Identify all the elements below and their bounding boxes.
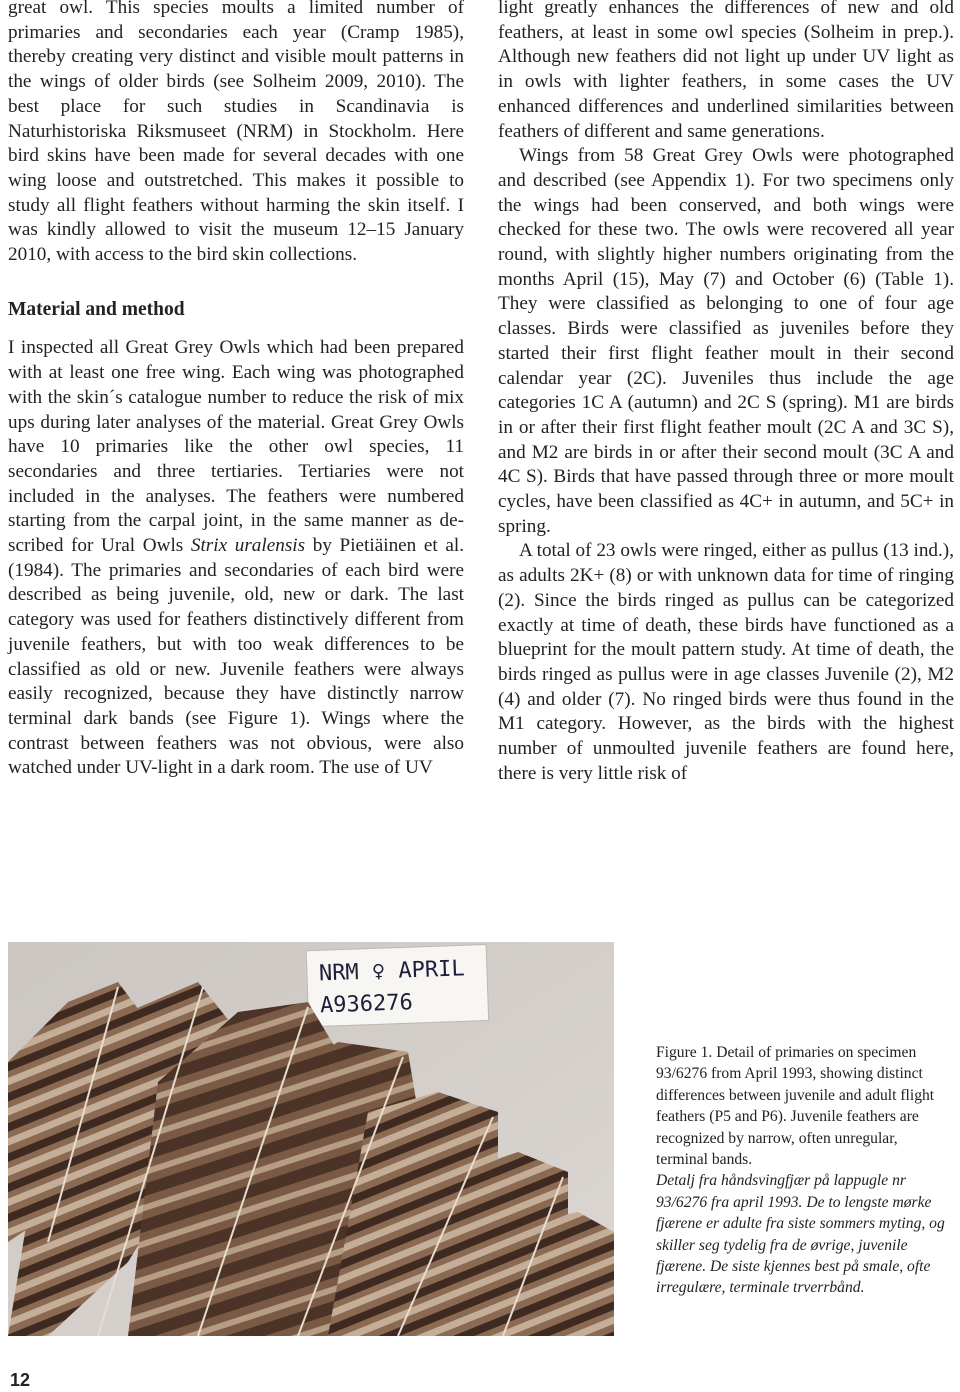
right-text-column <box>498 0 954 787</box>
label-line-2: A936276 <box>319 990 414 1019</box>
figure-caption <box>656 1042 946 1299</box>
wing-feathers-illustration <box>8 942 614 1336</box>
paragraph-ringed-owls: A total of 23 owls were ringed, either as pullus (13 ind.), as adults 2K+ (8) or with unknown data for time of ringing (2). Since the birds ringed as pullus can be categorized exactly at time of death, these birds have functioned as a blueprint for the moult pattern study. At time of death, the birds ringed as pullus were in age classes Juvenile (2), M2 (4) and older (7). No ringed birds were thus found in the M1 category. However, as the birds with the highest number of unmoulted juvenile feathers are found here, there is very little risk of <box>498 540 954 784</box>
page-number: 12 <box>10 1370 31 1390</box>
paragraph-wings-photographed: Wings from 58 Great Grey Owls were photographed and described (see Appendix 1). For two specimens only the wings had been conserved, and both wings were checked for these two. The owls were recovered all year round, with slightly higher numbers originating from the months April (15), May (7) and October (6) (Table 1). They were classified as belonging to one of four age classes. Birds were classified as juveniles before they started their first flight feather moult in their second calendar year (2C). Juveniles thus include the age categories 1C A (autumn) and 2C S (spring). M1 are birds in or after their first flight feather moult (2C A and 3C S), and M2 are birds in or after their second moult (3C A and 4C S). Birds that have passed through three or more moult cycles, have been classified as 4C+ in autumn, and 5C+ in spring. <box>498 145 954 537</box>
figure-wing-photo <box>8 942 614 1336</box>
left-text-column <box>8 0 464 781</box>
paragraph-material-method <box>8 336 464 781</box>
section-heading-material-method: Material and method <box>8 298 185 320</box>
caption-norwegian: Detalj fra håndsvingfjær på lappugle nr 93/6276 fra april 1993. De to lengste mørke fjærene er adulte fra siste sommers myting, og skiller seg tydelig fra de øvrige, juvenile fjærene. De siste kjennes best på smale, ofte irregulære, terminale trverrbånd. <box>656 1172 945 1297</box>
text-run: by Pietiäinen et al. (1984). The primaries and secondaries of each bird were described as being juvenile, old, new or dark. The last category was used for feathers distinctively different from juvenile feathers, but with too weak differences to be classified as old or new. Juvenile feathers were always easily recognized, because they have distinctly narrow terminal dark bands (see Figure 1). Wings where the contrast between feathers was not obvious, were also watched under UV-light in a dark room. The use of UV <box>8 535 464 779</box>
specimen-label <box>306 945 489 1027</box>
text-run: I inspected all Great Grey Owls which had been prepared with at least one free wing. Each wing was photographed with the skin´s catalogue number to reduce the risk of mix ups during later analyses of the material. Great Grey Owls have 10 primaries like the other owl species, 11 secondaries and three tertiaries. Tertiaries were not included in the analyses. The feathers were numbered starting from the carpal joint, in the same manner as described for Ural Owls <box>8 337 464 557</box>
paragraph-uv-continued: light greatly enhances the differences of new and old feathers, at least in some owl species (Solheim in prep.). Although new feathers did not light up under UV light as in owls with lighter feathers, in some cases the UV enhanced differences and underlined similarities between feathers of different and same generations. <box>498 0 954 142</box>
caption-english: Figure 1. Detail of primaries on specimen 93/6276 from April 1993, showing distinct differences between juvenile and adult flight feathers (P5 and P6). Juvenile feathers are recognized by narrow, often unregular, terminal bands. <box>656 1044 935 1169</box>
label-line-1: NRM ♀ APRIL <box>318 956 466 987</box>
species-name: Strix uralensis <box>190 535 306 557</box>
paragraph-intro-end: great owl. This species moults a limited number of primaries and secondaries each year (Cramp 1985), thereby creating very distinct and visible moult patterns in the wings of older birds (see Solheim 2009, 2010). The best place for such studies in Scandinavia is Naturhistoriska Riksmuseet (NRM) in Stockholm. Here bird skins have been made for several decades with one wing loose and outstretched. This makes it possible to study all flight feathers without harming the skin itself. I was kindly allowed to visit the museum 12–15 January 2010, with access to the bird skin collections. <box>8 0 464 266</box>
